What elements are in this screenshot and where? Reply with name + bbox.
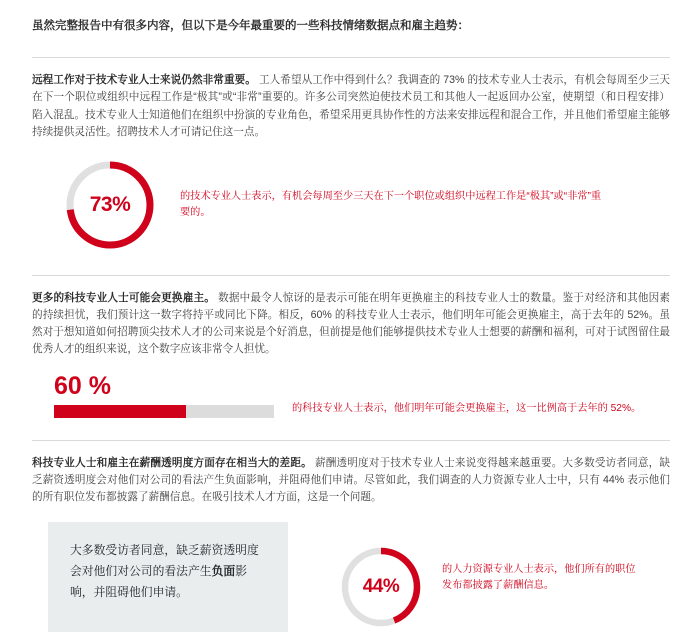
bar-fill bbox=[54, 405, 186, 418]
pull-quote-after: 影响，并阻碍他们申请。 bbox=[70, 563, 247, 599]
pull-quote-emphasis: 负面 bbox=[211, 563, 236, 578]
bar-stat-row bbox=[32, 373, 670, 418]
donut-value-label: 73% bbox=[89, 192, 131, 216]
section-heading: 更多的科技专业人士可能会更换雇主。 bbox=[32, 291, 215, 304]
stat-row bbox=[32, 157, 670, 253]
donut-chart-73 bbox=[62, 157, 158, 253]
section-body-text: 数据中最令人惊讶的是表示可能在明年更换雇主的科技专业人士的数量。鉴于对经济和其他因素的持续担忧，我们预计这一数字将持平或同比下降。相反，60% 的科技专业人士表示，他们明年可能会更换雇主，高于去年的 52%。虽然对于想知道如何招聘顶尖技术人才的公司来说是个好消息，但前提是他们能够提供技术专业人士想要的薪酬和福利，可对于试图留住最优秀人才的组织来说，这个数字应该非常令人担忧。 bbox=[32, 291, 671, 356]
pull-quote-before: 大多数受访者同意，缺乏薪资透明度会对他们对公司的看法产生 bbox=[70, 543, 259, 578]
section-body bbox=[32, 455, 670, 506]
donut-value-label: 44% bbox=[362, 576, 400, 598]
section-pay-transparency bbox=[0, 440, 700, 632]
section-divider bbox=[32, 275, 670, 276]
section-body bbox=[32, 290, 670, 359]
section-change-employers bbox=[0, 275, 700, 418]
section-divider bbox=[32, 440, 670, 441]
bar-value-label: 60 % bbox=[54, 371, 111, 400]
section-divider bbox=[32, 57, 670, 58]
section-body-text: 工人希望从工作中得到什么？我调查的 73% 的技术专业人士表示，有机会每周至少三天在下一个职位或组织中远程工作是“极其”或“非常”重要的。许多公司突然迫使技术员工和其他人一起返回办公室，使期望（和日程安排）陷入混乱。技术专业人士知道他们在组织中扮演的专业角色，希望采用更具协作性的方法来安排远程和混合工作，并且他们希望雇主能够持续提供灵活性。招聘技术人才可请记住这一点。 bbox=[32, 74, 670, 138]
bar-chart-60 bbox=[54, 373, 274, 418]
donut-chart-44 bbox=[338, 544, 424, 630]
stat-callout: 的技术专业人士表示，有机会每周至少三天在下一个职位或组织中远程工作是“极其”或“非常”重要的。 bbox=[180, 191, 602, 218]
section-body-text: 薪酬透明度对于技术专业人士来说变得越来越重要。大多数受访者同意，缺乏薪资透明度会对他们对公司的看法产生负面影响，并阻碍他们申请。尽管如此，我们调查的人力资源专业人士中，只有 44% 表示他们的所有职位发布都披露了薪酬信息。在吸引技术人才方面，这是一个问题。 bbox=[32, 456, 671, 504]
pull-quote bbox=[48, 522, 288, 632]
section-remote-work bbox=[0, 57, 700, 253]
section-body bbox=[32, 72, 670, 141]
section-heading: 科技专业人士和雇主在薪酬透明度方面存在相当大的差距。 bbox=[32, 456, 312, 469]
stat-callout: 的人力资源专业人士表示，他们所有的职位发布都披露了薪酬信息。 bbox=[442, 564, 636, 592]
intro-paragraph: 虽然完整报告中有很多内容，但以下是今年最重要的一些科技情绪数据点和雇主趋势： bbox=[32, 20, 469, 32]
donut-stat-group bbox=[308, 522, 642, 630]
stat-callout: 的科技专业人士表示，他们明年可能会更换雇主，这一比例高于去年的 52%。 bbox=[292, 403, 642, 415]
section-heading: 远程工作对于技术专业人士来说仍然非常重要。 bbox=[32, 74, 256, 87]
quote-stat-row bbox=[32, 522, 670, 632]
bar-track bbox=[54, 405, 274, 418]
